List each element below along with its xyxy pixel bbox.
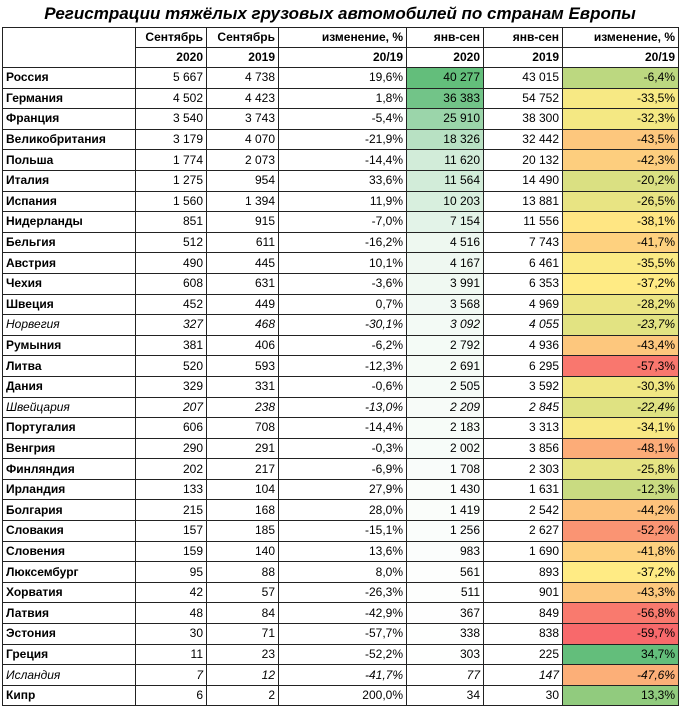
ytd-change-cell: -12,3% [563,479,679,500]
ytd-change-cell: -22,4% [563,397,679,418]
ytd2020-cell: 10 203 [407,191,484,212]
country-cell: Португалия [3,418,136,439]
country-cell: Италия [3,170,136,191]
ytd2020-cell: 4 167 [407,253,484,274]
ytd2019-cell: 14 490 [484,170,563,191]
ytd2020-cell: 338 [407,624,484,645]
ytd-change-cell: 13,3% [563,685,679,706]
change-cell: -42,9% [279,603,407,624]
sep2019-cell: 4 738 [207,68,279,89]
ytd2019-cell: 4 055 [484,315,563,336]
ytd-change-cell: -52,2% [563,521,679,542]
country-cell: Испания [3,191,136,212]
ytd-change-cell: -44,2% [563,500,679,521]
sep2020-cell: 490 [136,253,207,274]
ytd2020-cell: 1 256 [407,521,484,542]
sep2019-cell: 708 [207,418,279,439]
table-row [3,191,679,212]
change-cell: -30,1% [279,315,407,336]
ytd-change-cell: -41,7% [563,232,679,253]
table-row [3,397,679,418]
ytd2020-cell: 3 092 [407,315,484,336]
change-cell: -6,2% [279,335,407,356]
header-change: изменение, % [279,28,407,48]
sep2020-cell: 3 540 [136,109,207,130]
country-cell: Кипр [3,685,136,706]
country-cell: Дания [3,376,136,397]
table-row [3,479,679,500]
ytd-change-cell: -41,8% [563,541,679,562]
change-cell: 8,0% [279,562,407,583]
sep2020-cell: 608 [136,273,207,294]
country-cell: Великобритания [3,129,136,150]
change-cell: 27,9% [279,479,407,500]
ytd2020-cell: 3 568 [407,294,484,315]
table-row [3,315,679,336]
change-cell: -6,9% [279,459,407,480]
sep2020-cell: 512 [136,232,207,253]
ytd2020-cell: 40 277 [407,68,484,89]
sep2020-cell: 6 [136,685,207,706]
header-row-1 [3,28,679,48]
sep2019-cell: 71 [207,624,279,645]
header-sep2020: Сентябрь [136,28,207,48]
ytd2019-cell: 38 300 [484,109,563,130]
country-cell: Финляндия [3,459,136,480]
sep2019-cell: 3 743 [207,109,279,130]
sep2019-cell: 140 [207,541,279,562]
ytd-change-cell: -25,8% [563,459,679,480]
ytd2020-cell: 34 [407,685,484,706]
ytd-change-cell: -23,7% [563,315,679,336]
change-cell: -14,4% [279,150,407,171]
country-cell: Люксембург [3,562,136,583]
country-cell: Словакия [3,521,136,542]
sep2020-cell: 30 [136,624,207,645]
table-row [3,212,679,233]
ytd2019-cell: 3 313 [484,418,563,439]
table-row [3,665,679,686]
table-row [3,232,679,253]
table-row [3,294,679,315]
header-country-2 [3,48,136,68]
ytd2020-cell: 2 691 [407,356,484,377]
table-row [3,624,679,645]
sep2019-cell: 57 [207,582,279,603]
table-body [3,68,679,706]
table-row [3,68,679,89]
change-cell: 10,1% [279,253,407,274]
sep2020-cell: 1 560 [136,191,207,212]
sep2020-cell: 520 [136,356,207,377]
country-cell: Бельгия [3,232,136,253]
sep2020-cell: 42 [136,582,207,603]
change-cell: -52,2% [279,644,407,665]
ytd2020-cell: 367 [407,603,484,624]
sep2020-cell: 452 [136,294,207,315]
ytd-change-cell: -34,1% [563,418,679,439]
change-cell: 0,7% [279,294,407,315]
ytd2020-cell: 11 564 [407,170,484,191]
sep2019-cell: 104 [207,479,279,500]
ytd2019-cell: 893 [484,562,563,583]
ytd2019-cell: 32 442 [484,129,563,150]
table-row [3,418,679,439]
change-cell: 19,6% [279,68,407,89]
sep2019-cell: 954 [207,170,279,191]
table-row [3,685,679,706]
ytd-change-cell: -42,3% [563,150,679,171]
ytd2020-cell: 7 154 [407,212,484,233]
ytd2019-cell: 3 592 [484,376,563,397]
sep2019-cell: 185 [207,521,279,542]
ytd2019-cell: 1 631 [484,479,563,500]
ytd-change-cell: -38,1% [563,212,679,233]
ytd-change-cell: -28,2% [563,294,679,315]
sep2020-cell: 381 [136,335,207,356]
change-cell: -16,2% [279,232,407,253]
header-ytd2020-year: 2020 [407,48,484,68]
ytd-change-cell: -57,3% [563,356,679,377]
ytd-change-cell: -6,4% [563,68,679,89]
sep2019-cell: 445 [207,253,279,274]
ytd2019-cell: 838 [484,624,563,645]
sep2019-cell: 217 [207,459,279,480]
country-cell: Чехия [3,273,136,294]
country-cell: Болгария [3,500,136,521]
ytd2019-cell: 901 [484,582,563,603]
sep2020-cell: 1 774 [136,150,207,171]
table-title: Регистрации тяжёлых грузовых автомобилей по странам Европы [44,4,636,23]
sep2020-cell: 159 [136,541,207,562]
country-cell: Австрия [3,253,136,274]
sep2020-cell: 215 [136,500,207,521]
sep2020-cell: 48 [136,603,207,624]
country-cell: Хорватия [3,582,136,603]
sep2019-cell: 611 [207,232,279,253]
ytd2019-cell: 2 845 [484,397,563,418]
sep2019-cell: 291 [207,438,279,459]
ytd2020-cell: 511 [407,582,484,603]
country-cell: Швеция [3,294,136,315]
ytd2020-cell: 1 708 [407,459,484,480]
sep2019-cell: 2 073 [207,150,279,171]
sep2020-cell: 290 [136,438,207,459]
ytd2019-cell: 1 690 [484,541,563,562]
sep2019-cell: 449 [207,294,279,315]
country-cell: Нидерланды [3,212,136,233]
change-cell: 33,6% [279,170,407,191]
change-cell: -15,1% [279,521,407,542]
ytd2020-cell: 3 991 [407,273,484,294]
country-cell: Венгрия [3,438,136,459]
change-cell: -41,7% [279,665,407,686]
ytd2020-cell: 2 002 [407,438,484,459]
country-cell: Исландия [3,665,136,686]
change-cell: -0,3% [279,438,407,459]
country-cell: Франция [3,109,136,130]
country-cell: Литва [3,356,136,377]
ytd2020-cell: 2 792 [407,335,484,356]
table-row [3,644,679,665]
ytd-change-cell: -37,2% [563,273,679,294]
ytd-change-cell: -43,4% [563,335,679,356]
header-ytd2019: янв-сен [484,28,563,48]
header-sep2020-year: 2020 [136,48,207,68]
table-row [3,150,679,171]
ytd-change-cell: -43,5% [563,129,679,150]
ytd2019-cell: 3 856 [484,438,563,459]
sep2020-cell: 329 [136,376,207,397]
ytd-change-cell: -26,5% [563,191,679,212]
ytd2019-cell: 30 [484,685,563,706]
ytd2019-cell: 147 [484,665,563,686]
sep2019-cell: 331 [207,376,279,397]
ytd2019-cell: 54 752 [484,88,563,109]
sep2019-cell: 406 [207,335,279,356]
sep2019-cell: 468 [207,315,279,336]
change-cell: -26,3% [279,582,407,603]
ytd2020-cell: 561 [407,562,484,583]
header-sep2019-year: 2019 [207,48,279,68]
ytd-change-cell: -59,7% [563,624,679,645]
ytd-change-cell: -56,8% [563,603,679,624]
country-cell: Греция [3,644,136,665]
header-row-2 [3,48,679,68]
country-cell: Латвия [3,603,136,624]
ytd2020-cell: 18 326 [407,129,484,150]
table-row [3,438,679,459]
ytd2019-cell: 4 969 [484,294,563,315]
ytd2020-cell: 77 [407,665,484,686]
table-row [3,129,679,150]
sep2020-cell: 327 [136,315,207,336]
sep2020-cell: 4 502 [136,88,207,109]
change-cell: -57,7% [279,624,407,645]
sep2019-cell: 1 394 [207,191,279,212]
ytd2020-cell: 2 183 [407,418,484,439]
ytd2019-cell: 20 132 [484,150,563,171]
sep2020-cell: 851 [136,212,207,233]
header-change-period: 20/19 [279,48,407,68]
ytd2019-cell: 13 881 [484,191,563,212]
ytd2020-cell: 1 430 [407,479,484,500]
ytd2020-cell: 2 505 [407,376,484,397]
change-cell: -5,4% [279,109,407,130]
ytd2019-cell: 43 015 [484,68,563,89]
sep2020-cell: 202 [136,459,207,480]
sep2020-cell: 95 [136,562,207,583]
header-ytd2019-year: 2019 [484,48,563,68]
table-row [3,273,679,294]
sep2020-cell: 3 179 [136,129,207,150]
ytd2020-cell: 36 383 [407,88,484,109]
ytd2019-cell: 849 [484,603,563,624]
country-cell: Румыния [3,335,136,356]
sep2019-cell: 631 [207,273,279,294]
sep2020-cell: 133 [136,479,207,500]
sep2020-cell: 7 [136,665,207,686]
sep2019-cell: 4 070 [207,129,279,150]
change-cell: -3,6% [279,273,407,294]
ytd-change-cell: -35,5% [563,253,679,274]
ytd2019-cell: 6 295 [484,356,563,377]
sep2019-cell: 88 [207,562,279,583]
table-row [3,335,679,356]
ytd2019-cell: 2 627 [484,521,563,542]
ytd2019-cell: 2 542 [484,500,563,521]
country-cell: Эстония [3,624,136,645]
change-cell: -7,0% [279,212,407,233]
sep2019-cell: 84 [207,603,279,624]
country-cell: Германия [3,88,136,109]
header-country [3,28,136,48]
header-ytd-change-period: 20/19 [563,48,679,68]
ytd2019-cell: 4 936 [484,335,563,356]
country-cell: Ирландия [3,479,136,500]
change-cell: 11,9% [279,191,407,212]
ytd2019-cell: 6 461 [484,253,563,274]
sep2020-cell: 606 [136,418,207,439]
country-cell: Словения [3,541,136,562]
ytd2020-cell: 2 209 [407,397,484,418]
header-ytd2020: янв-сен [407,28,484,48]
country-cell: Швейцария [3,397,136,418]
table-row [3,376,679,397]
ytd2019-cell: 225 [484,644,563,665]
ytd-change-cell: 34,7% [563,644,679,665]
sep2019-cell: 12 [207,665,279,686]
table-row [3,562,679,583]
registrations-table [2,27,679,706]
ytd-change-cell: -20,2% [563,170,679,191]
country-cell: Польша [3,150,136,171]
sep2020-cell: 11 [136,644,207,665]
sep2019-cell: 2 [207,685,279,706]
ytd-change-cell: -30,3% [563,376,679,397]
table-row [3,582,679,603]
ytd2020-cell: 11 620 [407,150,484,171]
sep2019-cell: 915 [207,212,279,233]
table-row [3,88,679,109]
sep2019-cell: 238 [207,397,279,418]
sep2020-cell: 207 [136,397,207,418]
change-cell: -13,0% [279,397,407,418]
ytd-change-cell: -33,5% [563,88,679,109]
change-cell: -14,4% [279,418,407,439]
ytd-change-cell: -32,3% [563,109,679,130]
ytd-change-cell: -48,1% [563,438,679,459]
sep2019-cell: 168 [207,500,279,521]
table-row [3,603,679,624]
ytd-change-cell: -47,6% [563,665,679,686]
ytd2019-cell: 2 303 [484,459,563,480]
ytd2020-cell: 4 516 [407,232,484,253]
sep2019-cell: 23 [207,644,279,665]
table-row [3,170,679,191]
table-row [3,356,679,377]
ytd2019-cell: 11 556 [484,212,563,233]
change-cell: 13,6% [279,541,407,562]
change-cell: -0,6% [279,376,407,397]
ytd-change-cell: -43,3% [563,582,679,603]
ytd2019-cell: 7 743 [484,232,563,253]
sep2020-cell: 1 275 [136,170,207,191]
table-row [3,500,679,521]
sep2019-cell: 4 423 [207,88,279,109]
change-cell: 1,8% [279,88,407,109]
sep2020-cell: 5 667 [136,68,207,89]
ytd-change-cell: -37,2% [563,562,679,583]
table-row [3,109,679,130]
change-cell: 200,0% [279,685,407,706]
sep2020-cell: 157 [136,521,207,542]
change-cell: -12,3% [279,356,407,377]
country-cell: Россия [3,68,136,89]
table-row [3,253,679,274]
header-ytd-change: изменение, % [563,28,679,48]
header-sep2019: Сентябрь [207,28,279,48]
change-cell: -21,9% [279,129,407,150]
table-row [3,521,679,542]
ytd2020-cell: 303 [407,644,484,665]
country-cell: Норвегия [3,315,136,336]
ytd2019-cell: 6 353 [484,273,563,294]
table-row [3,459,679,480]
ytd2020-cell: 983 [407,541,484,562]
ytd2020-cell: 1 419 [407,500,484,521]
table-row [3,541,679,562]
ytd2020-cell: 25 910 [407,109,484,130]
change-cell: 28,0% [279,500,407,521]
sep2019-cell: 593 [207,356,279,377]
